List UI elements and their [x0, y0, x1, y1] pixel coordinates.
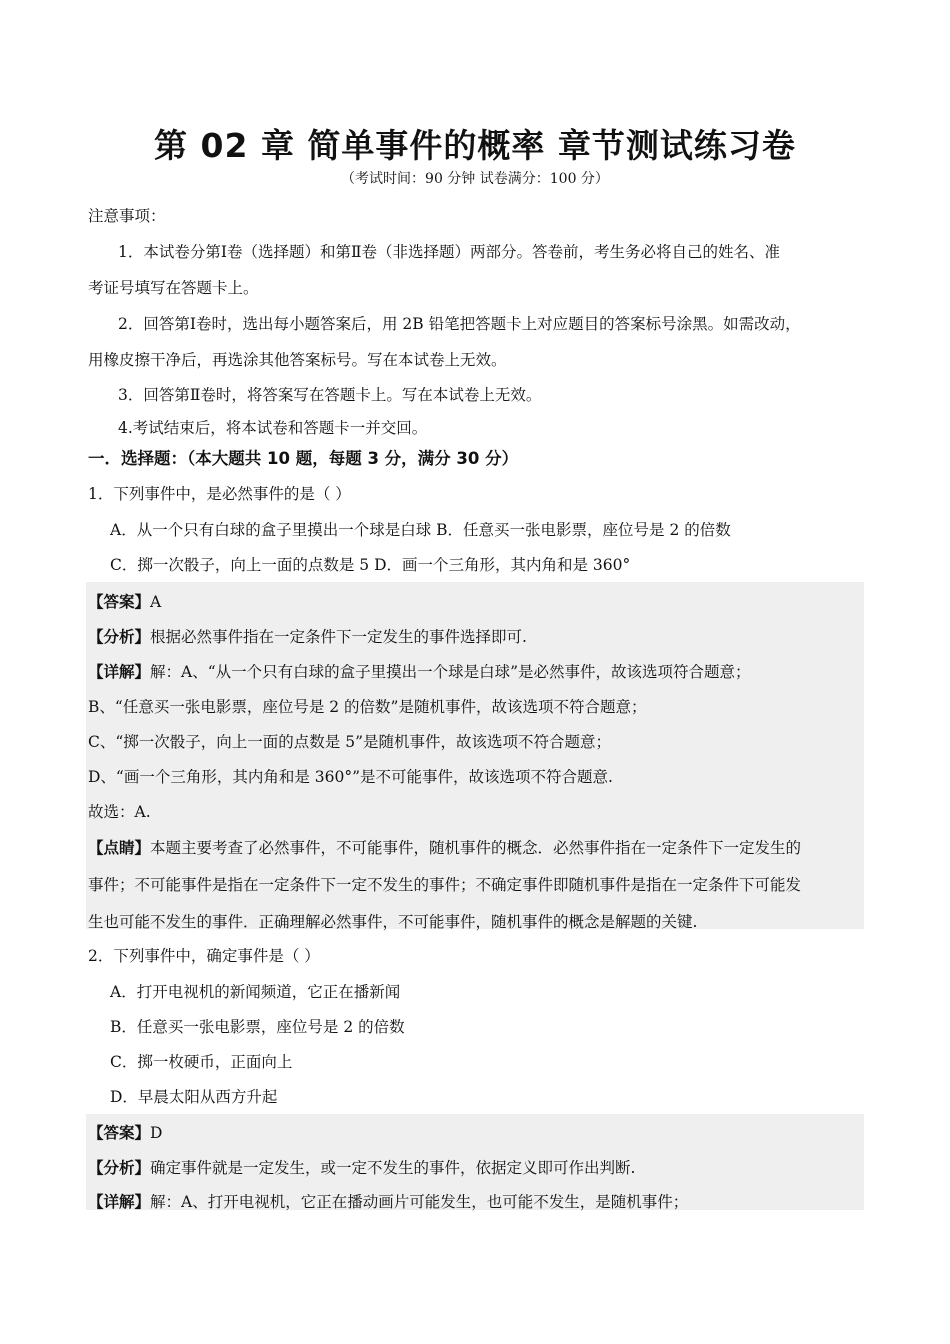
detail-text: 解：A、“从一个只有白球的盒子里摸出一个球是白球”是必然事件，故该选项符合题意；	[150, 663, 751, 681]
question-2-option-c: C．掷一枚硬币，正面向上	[110, 1053, 293, 1071]
question-2-option-d: D．早晨太阳从西方升起	[110, 1088, 278, 1106]
comment-text: 本题主要考查了必然事件，不可能事件，随机事件的概念．必然事件指在一定条件下一定发生的	[150, 839, 802, 857]
question-1-detail-line: D、“画一个三角形，其内角和是 360°”是不可能事件，故该选项不符合题意.	[88, 768, 613, 786]
question-2-option-b: B．任意买一张电影票，座位号是 2 的倍数	[110, 1018, 405, 1036]
question-1-comment	[88, 836, 801, 858]
detail-text: 解：A、打开电视机，它正在播动画片可能发生，也可能不发生，是随机事件；	[150, 1193, 689, 1211]
analysis-label: 【分析】	[88, 627, 151, 646]
question-2-detail	[88, 1190, 688, 1212]
question-1-detail-line: C、“掷一次骰子，向上一面的点数是 5”是随机事件，故该选项不符合题意；	[88, 733, 611, 751]
answer-label: 【答案】	[88, 1123, 151, 1142]
comment-label: 【点睛】	[88, 838, 151, 857]
question-2-option-a: A．打开电视机的新闻频道，它正在播新闻	[110, 983, 401, 1001]
analysis-text: 确定事件就是一定发生，或一定不发生的事件，依据定义即可作出判断.	[150, 1159, 636, 1177]
answer-label: 【答案】	[88, 592, 151, 611]
detail-label: 【详解】	[88, 1192, 151, 1211]
question-1-detail	[88, 660, 751, 682]
question-1-comment-line: 生也可能不发生的事件．正确理解必然事件，不可能事件，随机事件的概念是解题的关键.	[88, 913, 698, 931]
notice-line: 3．回答第Ⅱ卷时，将答案写在答题卡上。写在本试卷上无效。	[118, 386, 542, 404]
notice-line: 2．回答第Ⅰ卷时，选出每小题答案后，用 2B 铅笔把答题卡上对应题目的答案标号涂黑。如需改动，	[118, 315, 801, 333]
notice-heading: 注意事项：	[88, 207, 166, 225]
question-1-conclusion: 故选：A.	[88, 803, 151, 821]
question-2-answer	[88, 1121, 162, 1143]
notice-line: 1．本试卷分第Ⅰ卷（选择题）和第Ⅱ卷（非选择题）两部分。答卷前，考生务必将自己的姓名、准	[118, 243, 781, 261]
detail-label: 【详解】	[88, 662, 151, 681]
question-1-detail-line: B、“任意买一张电影票，座位号是 2 的倍数”是随机事件，故该选项不符合题意；	[88, 698, 647, 716]
analysis-label: 【分析】	[88, 1158, 151, 1177]
question-1-options: A．从一个只有白球的盒子里摸出一个球是白球 B．任意买一张电影票，座位号是 2 的倍数	[110, 521, 731, 539]
notice-line: 4.考试结束后，将本试卷和答题卡一并交回。	[118, 419, 428, 437]
question-1-options: C．掷一次骰子，向上一面的点数是 5 D．画一个三角形，其内角和是 360°	[110, 556, 631, 574]
question-1-answer	[88, 590, 161, 612]
page-title: 第 02 章 简单事件的概率 章节测试练习卷	[154, 126, 796, 165]
answer-value: D	[150, 1124, 163, 1142]
question-2-analysis	[88, 1156, 635, 1178]
question-1-analysis	[88, 625, 527, 647]
exam-info: （考试时间：90 分钟 试卷满分：100 分）	[341, 171, 609, 187]
question-1-comment-line: 事件；不可能事件是指在一定条件下一定不发生的事件；不确定事件即随机事件是指在一定条件下可能发	[88, 876, 802, 894]
answer-value: A	[150, 593, 162, 611]
section-heading: 一．选择题：（本大题共 10 题，每题 3 分，满分 30 分）	[88, 449, 519, 468]
notice-line: 考证号填写在答题卡上。	[88, 279, 259, 297]
notice-line: 用橡皮擦干净后，再选涂其他答案标号。写在本试卷上无效。	[88, 351, 507, 369]
analysis-text: 根据必然事件指在一定条件下一定发生的事件选择即可.	[150, 628, 527, 646]
question-1-stem: 1．下列事件中，是必然事件的是（ ）	[88, 485, 351, 503]
question-2-stem: 2．下列事件中，确定事件是（ ）	[88, 947, 320, 965]
